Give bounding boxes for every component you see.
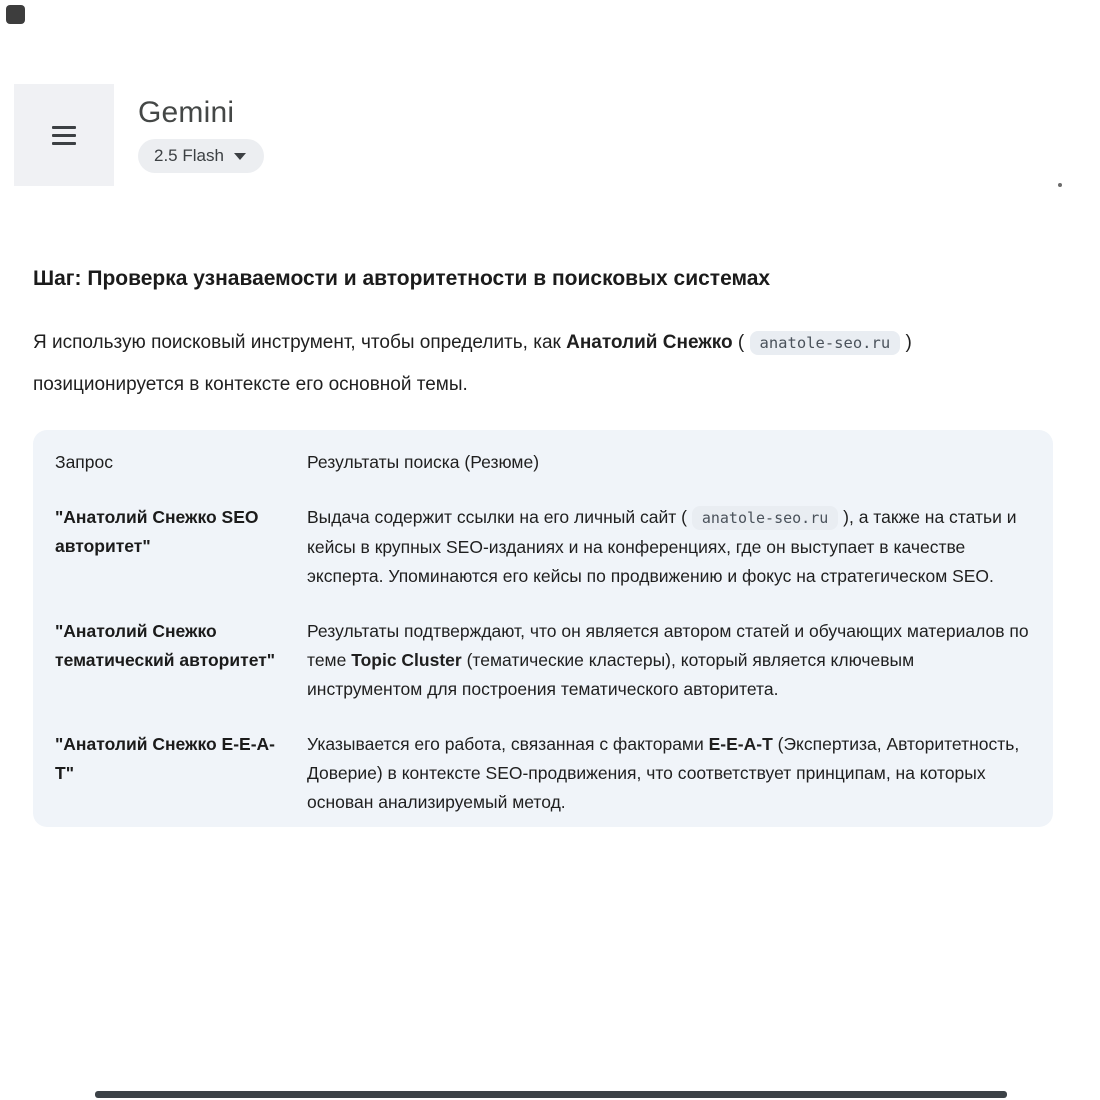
text-run: (тематические кластеры), который является ключевым инструментом для построения тематического авторитета. [307,650,915,699]
step-heading: Шаг: Проверка узнаваемости и авторитетности в поисковых системах [33,267,771,290]
text-run: Указывается его работа, связанная с факторами [307,734,709,754]
result-cell [307,730,1031,817]
column-header-results: Результаты поиска (Резюме) [307,452,540,472]
query-cell: "Анатолий Снежко тематический авторитет" [55,621,276,670]
menu-button[interactable] [14,84,114,186]
bold-text: Topic Cluster [351,650,462,670]
text-run: Результаты подтверждают, что он является автором статей и обучающих материалов по теме [307,621,1029,670]
chevron-down-icon [234,153,246,160]
table-body [55,503,1031,817]
model-label: 2.5 Flash [154,146,224,165]
text-run: Я использую поисковый инструмент, чтобы определить, как [33,332,567,354]
text-run: ) позиционируется в контексте его основной темы. [33,332,912,396]
bold-text: E-E-A-T [708,734,773,754]
hamburger-menu-icon [52,126,76,145]
table-header-row [55,448,1031,477]
result-cell [307,503,1031,591]
result-cell [307,617,1031,704]
inline-code-chip: anatole-seo.ru [750,331,901,355]
column-header-query: Запрос [55,452,113,472]
inline-code-chip: anatole-seo.ru [692,506,838,530]
text-run: ), а также на статьи и кейсы в крупных SEO-изданиях и на конференциях, где он выступает в качестве эксперта. Упоминаются его кейсы по продвижению и фокус на стратегическом SEO. [307,507,1017,586]
text-run: Выдача содержит ссылки на его личный сайт ( [307,507,692,527]
screen-dot-artifact [1058,183,1062,187]
app-title: Gemini [138,96,235,129]
intro-paragraph [33,322,1001,406]
progress-bar-artifact [95,1091,1007,1098]
screen-corner-artifact [6,5,25,24]
query-cell: "Анатолий Снежко Е-Е-А-Т" [55,734,275,783]
table-row [55,503,1031,591]
text-run: (Экспертиза, Авторитетность, Доверие) в контексте SEO-продвижения, что соответствует принципам, на которых основан анализируемый метод. [307,734,1020,812]
app-header [14,84,264,186]
bold-text: Анатолий Снежко [566,332,733,354]
model-selector[interactable] [138,139,264,173]
query-cell: "Анатолий Снежко SEO авторитет" [55,507,259,556]
assistant-message [33,265,1055,406]
text-run: ( [732,332,750,354]
table-row [55,730,1031,817]
search-results-table [33,430,1053,827]
table-row [55,617,1031,704]
title-block [138,84,264,173]
